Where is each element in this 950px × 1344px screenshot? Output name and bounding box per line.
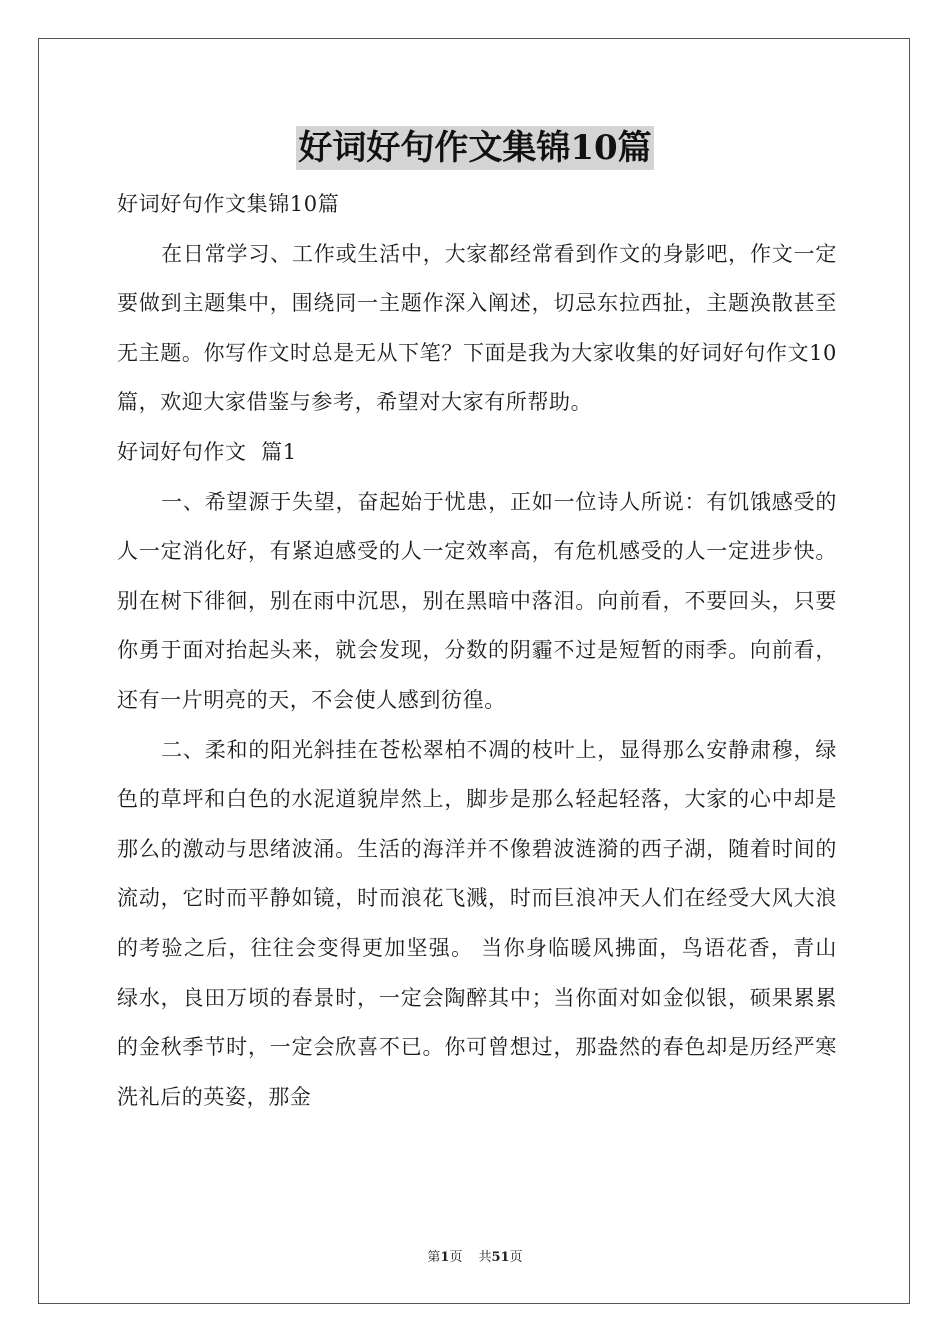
- page-prefix: 第: [427, 1250, 441, 1265]
- title-area: [0, 126, 950, 170]
- document-body: [117, 180, 837, 1122]
- total-pages: 51: [491, 1250, 510, 1265]
- page-number: 1: [440, 1250, 450, 1265]
- section-heading: 好词好句作文 篇1: [117, 439, 297, 464]
- page-footer: [0, 1246, 950, 1265]
- body-paragraph-1: 一、希望源于失望，奋起始于忧患，正如一位诗人所说：有饥饿感受的人一定消化好，有紧迫感受的人一定效率高，有危机感受的人一定进步快。 别在树下徘徊，别在雨中沉思，别在黑暗中落泪。向前看，不要回头，只要你勇于面对抬起头来，就会发现，分数的阴霾不过是短暂的雨季。向前看，还有一片明亮的天，不会使人感到彷徨。: [117, 489, 837, 712]
- document-title: 好词好句作文集锦10篇: [298, 128, 652, 168]
- document-subtitle: 好词好句作文集锦10篇: [117, 192, 340, 216]
- page-suffix: 页: [449, 1250, 463, 1265]
- intro-paragraph: 在日常学习、工作或生活中，大家都经常看到作文的身影吧，作文一定要做到主题集中，围绕同一主题作深入阐述，切忌东拉西扯，主题涣散甚至无主题。你写作文时总是无从下笔？下面是我为大家收集的好词好句作文10篇，欢迎大家借鉴与参考，希望对大家有所帮助。: [117, 241, 837, 415]
- total-suffix: 页: [509, 1250, 523, 1265]
- body-paragraph-2: 二、柔和的阳光斜挂在苍松翠柏不凋的枝叶上，显得那么安静肃穆，绿色的草坪和白色的水泥道貌岸然上，脚步是那么轻起轻落，大家的心中却是那么的激动与思绪波涌。生活的海洋并不像碧波涟漪的西子湖，随着时间的流动，它时而平静如镜，时而浪花飞溅，时而巨浪冲天人们在经受大风大浪的考验之后，往往会变得更加坚强。 当你身临暖风拂面，鸟语花香，青山绿水，良田万顷的春景时，一定会陶醉其中；当你面对如金似银，硕果累累的金秋季节时，一定会欣喜不已。你可曾想过，那盎然的春色却是历经严寒洗礼后的英姿，那金: [117, 737, 837, 1109]
- total-prefix: 共: [478, 1250, 492, 1265]
